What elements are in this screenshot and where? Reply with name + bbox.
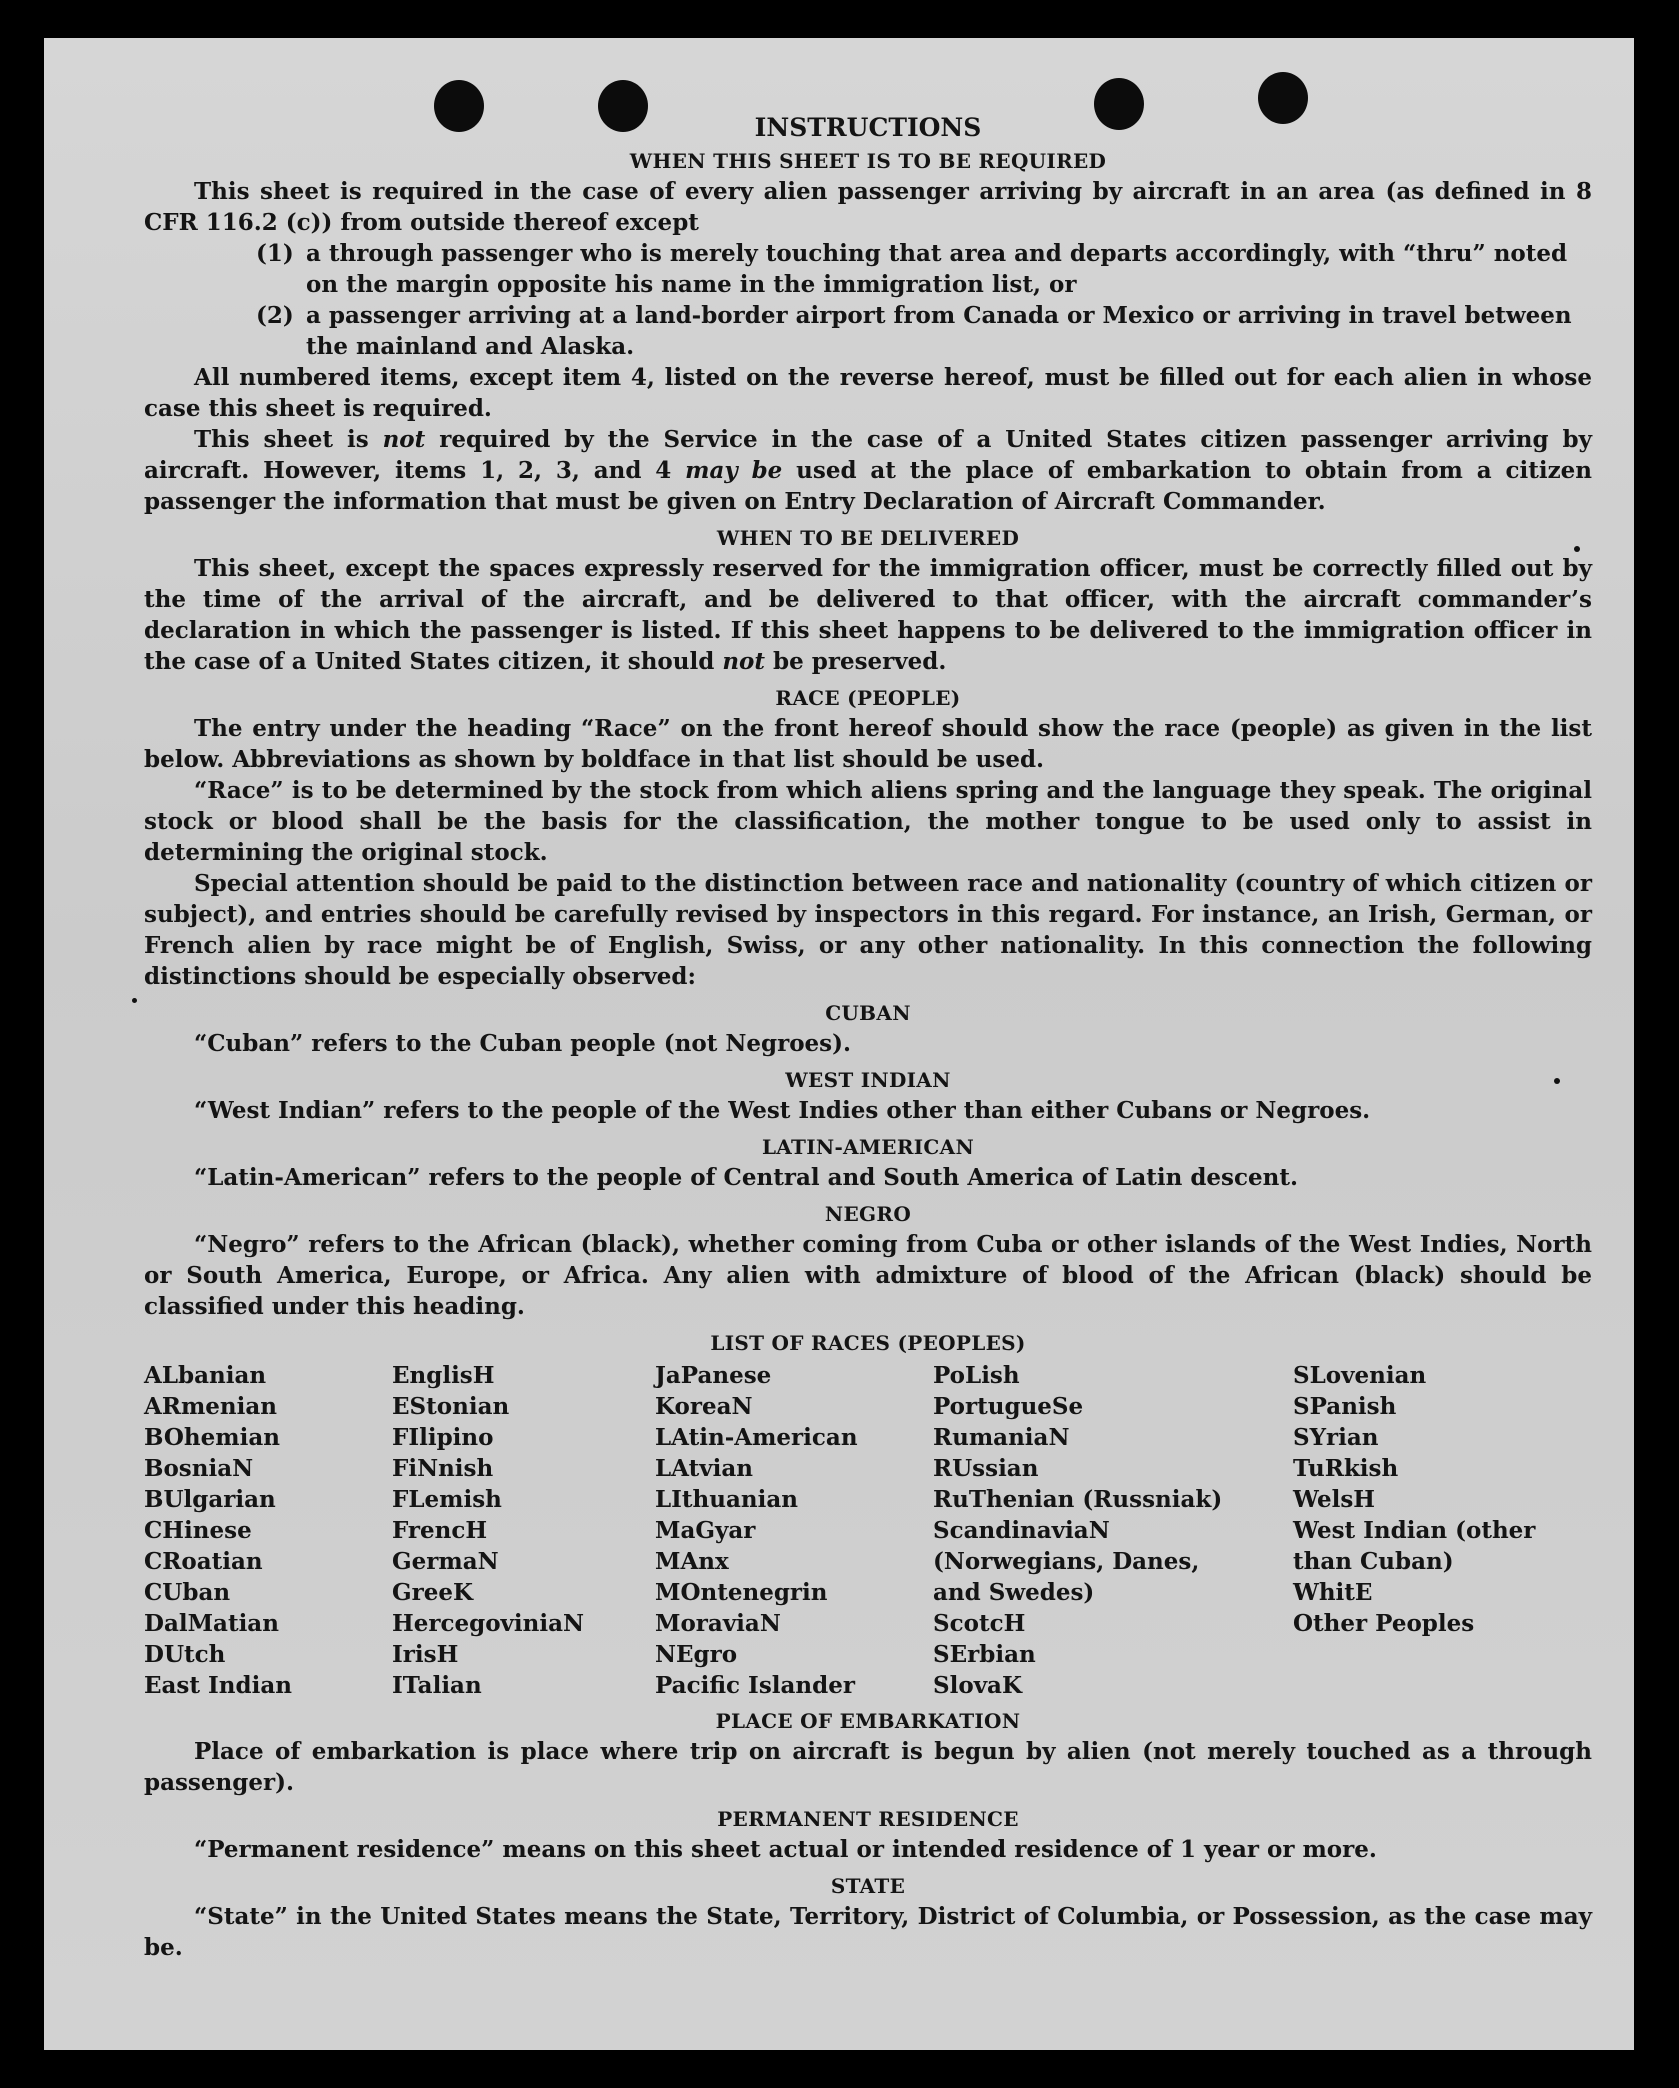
paragraph: “Cuban” refers to the Cuban people (not Negroes).: [194, 1030, 852, 1057]
paragraph: The entry under the heading “Race” on the front hereof should show the race (people) as given in the list below. Abbreviations as shown by boldface in that list should be used.: [144, 715, 1592, 773]
race-item: SlovaK: [933, 1672, 1022, 1699]
race-item: KoreaN: [655, 1393, 753, 1420]
race-column: [1293, 1360, 1593, 1639]
race-item: RUssian: [933, 1455, 1039, 1482]
emphasis: not: [382, 426, 426, 453]
race-item: CHinese: [144, 1517, 252, 1544]
race-item: FrencH: [392, 1517, 488, 1544]
race-column: [392, 1360, 642, 1701]
race-item: HercegoviniaN: [392, 1610, 585, 1637]
list-number: (2): [256, 302, 294, 329]
race-item: MaGyar: [655, 1517, 756, 1544]
race-column: [933, 1360, 1253, 1701]
section-heading: RACE (PEOPLE): [775, 686, 961, 710]
paragraph: All numbered items, except item 4, listed on the reverse hereof, must be filled out for each alien in whose case this sheet is required.: [144, 364, 1592, 422]
race-item: FIlipino: [392, 1424, 494, 1451]
race-item: East Indian: [144, 1672, 292, 1699]
race-item: BUlgarian: [144, 1486, 276, 1513]
document-sheet: [44, 38, 1634, 2050]
race-item: PortugueSe: [933, 1393, 1084, 1420]
section-heading: WEST INDIAN: [785, 1068, 951, 1092]
race-column: [144, 1360, 384, 1701]
text-run: required by the Service in the case of a United States citizen passenger arriving by aircraft. However, items 1, 2, 3, and 4: [144, 426, 1592, 484]
instructions-body: [144, 110, 1592, 1963]
list-text: a through passenger who is merely touching that area and departs accordingly, with “thru” noted on the margin opposite his name in the immigration list, or: [306, 240, 1568, 298]
page-title: INSTRUCTIONS: [754, 113, 982, 142]
race-item: MAnx: [655, 1548, 729, 1575]
section-heading: PLACE OF EMBARKATION: [715, 1709, 1021, 1733]
race-item: NEgro: [655, 1641, 738, 1668]
race-item: EStonian: [392, 1393, 510, 1420]
list-number: (1): [256, 240, 294, 267]
section-heading: PERMANENT RESIDENCE: [717, 1807, 1019, 1831]
race-item: MOntenegrin: [655, 1579, 828, 1606]
list-item: [256, 300, 1592, 362]
emphasis: not: [722, 648, 766, 675]
race-item: IrisH: [392, 1641, 459, 1668]
emphasis: may be: [685, 457, 783, 484]
section-heading: WHEN TO BE DELIVERED: [716, 526, 1020, 550]
paragraph: [144, 424, 1592, 517]
race-item: FiNnish: [392, 1455, 494, 1482]
race-item: EnglisH: [392, 1362, 495, 1389]
race-item: MoraviaN: [655, 1610, 781, 1637]
text-run: This sheet, except the spaces expressly reserved for the immigration officer, must be correctly filled out by the time of the arrival of the aircraft, and be delivered to that officer, with the aircraft commander’s declaration in which the passenger is listed. If this sheet happens to be delivered to the immigration officer in the case of a United States citizen, it should: [144, 555, 1592, 675]
list-item: [256, 238, 1592, 300]
text-run: This sheet is: [194, 426, 383, 453]
paragraph: [144, 553, 1592, 677]
text-run: be preserved.: [765, 648, 947, 675]
race-item: BosniaN: [144, 1455, 254, 1482]
paragraph: This sheet is required in the case of every alien passenger arriving by aircraft in an area (as defined in 8 CFR 116.2 (c)) from outside thereof except: [144, 178, 1592, 236]
race-item: SErbian: [933, 1641, 1036, 1668]
section-heading: LATIN-AMERICAN: [761, 1135, 975, 1159]
section-heading: STATE: [830, 1874, 906, 1898]
race-item: WhitE: [1293, 1579, 1373, 1606]
race-item: DalMatian: [144, 1610, 279, 1637]
race-item: CRoatian: [144, 1548, 263, 1575]
race-item: TuRkish: [1293, 1455, 1399, 1482]
race-item: SPanish: [1293, 1393, 1397, 1420]
race-item: ITalian: [392, 1672, 482, 1699]
race-item: WelsH: [1293, 1486, 1376, 1513]
race-item: LAtvian: [655, 1455, 753, 1482]
race-item: ALbanian: [144, 1362, 267, 1389]
paragraph: “Permanent residence” means on this sheet actual or intended residence of 1 year or more.: [194, 1836, 1377, 1863]
race-item: ScotcH: [933, 1610, 1026, 1637]
race-item: GreeK: [392, 1579, 474, 1606]
race-item: ARmenian: [144, 1393, 278, 1420]
paragraph: “State” in the United States means the State, Territory, District of Columbia, or Possession, as the case may be.: [144, 1903, 1592, 1961]
race-item: LAtin-American: [655, 1424, 858, 1451]
race-item: SLovenian: [1293, 1362, 1427, 1389]
race-column: [655, 1360, 915, 1701]
paragraph: “Latin-American” refers to the people of Central and South America of Latin descent.: [194, 1164, 1298, 1191]
race-item: Other Peoples: [1293, 1610, 1475, 1637]
race-item: FLemish: [392, 1486, 502, 1513]
race-item: SYrian: [1293, 1424, 1379, 1451]
race-item: RumaniaN: [933, 1424, 1070, 1451]
section-heading: NEGRO: [824, 1202, 912, 1226]
race-item: West Indian (other than Cuban): [1293, 1517, 1536, 1575]
race-list: [144, 1360, 1592, 1700]
paragraph: Place of embarkation is place where trip on aircraft is begun by alien (not merely touched as a through passenger).: [144, 1738, 1592, 1796]
list-text: a passenger arriving at a land-border airport from Canada or Mexico or arriving in travel between the mainland and Alaska.: [306, 302, 1572, 360]
paragraph: “Race” is to be determined by the stock from which aliens spring and the language they speak. The original stock or blood shall be the basis for the classification, the mother tongue to be used only to assist in determining the original stock.: [144, 777, 1592, 866]
race-item: JaPanese: [655, 1362, 772, 1389]
section-heading: CUBAN: [825, 1001, 911, 1025]
text-run: used at the place of embarkation to obtain from a citizen passenger the information that must be given on Entry Declaration of Aircraft Commander.: [144, 457, 1593, 515]
paragraph: “West Indian” refers to the people of the West Indies other than either Cubans or Negroes.: [194, 1097, 1371, 1124]
race-item: GermaN: [392, 1548, 499, 1575]
race-item: CUban: [144, 1579, 231, 1606]
dust-speck: [132, 998, 137, 1003]
race-item: DUtch: [144, 1641, 226, 1668]
race-item: LIthuanian: [655, 1486, 798, 1513]
race-item: ScandinaviaN (Norwegians, Danes, and Swedes): [933, 1517, 1200, 1606]
race-item: PoLish: [933, 1362, 1020, 1389]
section-heading: WHEN THIS SHEET IS TO BE REQUIRED: [629, 149, 1107, 173]
race-item: RuThenian (Russniak): [933, 1486, 1223, 1513]
race-item: BOhemian: [144, 1424, 280, 1451]
race-item: Pacific Islander: [655, 1672, 855, 1699]
section-heading: LIST OF RACES (PEOPLES): [710, 1331, 1026, 1355]
paragraph: Special attention should be paid to the distinction between race and nationality (country of which citizen or subject), and entries should be carefully revised by inspectors in this regard. For instance, an Irish, German, or French alien by race might be of English, Swiss, or any other nationality. In this connection the following distinctions should be especially observed:: [144, 870, 1592, 990]
paragraph: “Negro” refers to the African (black), whether coming from Cuba or other islands of the West Indies, North or South America, Europe, or Africa. Any alien with admixture of blood of the African (black) should be classified under this heading.: [144, 1231, 1592, 1320]
